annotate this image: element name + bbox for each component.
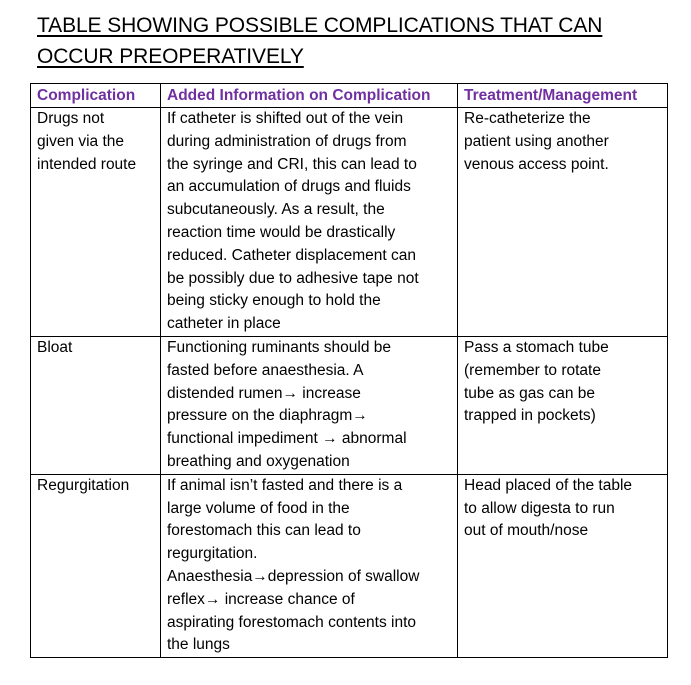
added-information-cell [161, 108, 458, 337]
cell-text-line: being sticky enough to hold the [167, 292, 381, 310]
cell-text-line: distended rumen→ increase [167, 384, 361, 402]
table-row [31, 108, 668, 337]
cell-text-line: the syringe and CRI, this can lead to [167, 155, 417, 173]
treatment-cell [458, 336, 668, 474]
cell-text-line: out of mouth/nose [464, 522, 589, 540]
cell-text-line: Head placed of the table [464, 476, 633, 494]
treatment-cell [458, 474, 668, 657]
title-line-2: OCCUR PREOPERATIVELY [37, 45, 304, 68]
added-information-cell [161, 474, 458, 657]
table-header-row [31, 84, 668, 108]
table-row [31, 474, 668, 657]
cell-text-line: an accumulation of drugs and fluids [167, 178, 411, 196]
header-treatment-management: Treatment/Management [458, 84, 668, 108]
cell-text-line: Drugs not [37, 110, 105, 127]
cell-text-line: aspirating forestomach contents into [167, 613, 416, 631]
complication-cell [31, 108, 161, 337]
cell-text-line: the lungs [167, 636, 230, 654]
table-row [31, 336, 668, 474]
cell-text-line: subcutaneously. As a result, the [167, 201, 385, 219]
cell-text-line: If animal isn’t fasted and there is a [167, 476, 403, 494]
cell-text-line: Re-catheterize the [464, 110, 591, 127]
table-body [31, 108, 668, 658]
cell-text-line: reaction time would be drastically [167, 223, 396, 241]
treatment-cell [458, 108, 668, 337]
cell-text-line: Bloat [37, 338, 73, 356]
cell-text-line: catheter in place [167, 315, 281, 333]
cell-text-line: (remember to rotate [464, 361, 601, 379]
cell-text-line: venous access point. [464, 155, 609, 173]
cell-text-line: forestomach this can lead to [167, 522, 361, 540]
cell-text-line: Regurgitation [37, 476, 130, 494]
cell-text-line: tube as gas can be [464, 384, 595, 402]
cell-text-line: fasted before anaesthesia. A [167, 361, 364, 379]
header-complication: Complication [31, 84, 161, 108]
header-added-information: Added Information on Complication [161, 84, 458, 108]
cell-text-line: Functioning ruminants should be [167, 338, 392, 356]
cell-text-line: be possibly due to adhesive tape not [167, 269, 419, 287]
complication-cell [31, 336, 161, 474]
cell-text-line: intended route [37, 155, 137, 173]
cell-text-line: large volume of food in the [167, 499, 350, 517]
cell-text-line: functional impediment → abnormal [167, 430, 407, 448]
cell-text-line: Anaesthesia→depression of swallow [167, 567, 420, 585]
cell-text-line: If catheter is shifted out of the vein [167, 110, 404, 127]
cell-text-line: trapped in pockets) [464, 407, 596, 425]
cell-text-line: during administration of drugs from [167, 132, 407, 150]
cell-text-line: patient using another [464, 132, 609, 150]
cell-text-line: reflex→ increase chance of [167, 590, 355, 608]
complication-cell [31, 474, 161, 657]
document-title [37, 10, 637, 72]
cell-text-line: to allow digesta to run [464, 499, 615, 517]
cell-text-line: reduced. Catheter displacement can [167, 246, 417, 264]
added-information-cell [161, 336, 458, 474]
complications-table [30, 83, 668, 658]
cell-text-line: Pass a stomach tube [464, 338, 609, 356]
cell-text-line: regurgitation. [167, 545, 258, 563]
cell-text-line: given via the [37, 132, 125, 150]
cell-text-line: pressure on the diaphragm→ [167, 407, 368, 425]
title-line-1: TABLE SHOWING POSSIBLE COMPLICATIONS THAT CAN [37, 14, 603, 37]
cell-text-line: breathing and oxygenation [167, 452, 350, 470]
